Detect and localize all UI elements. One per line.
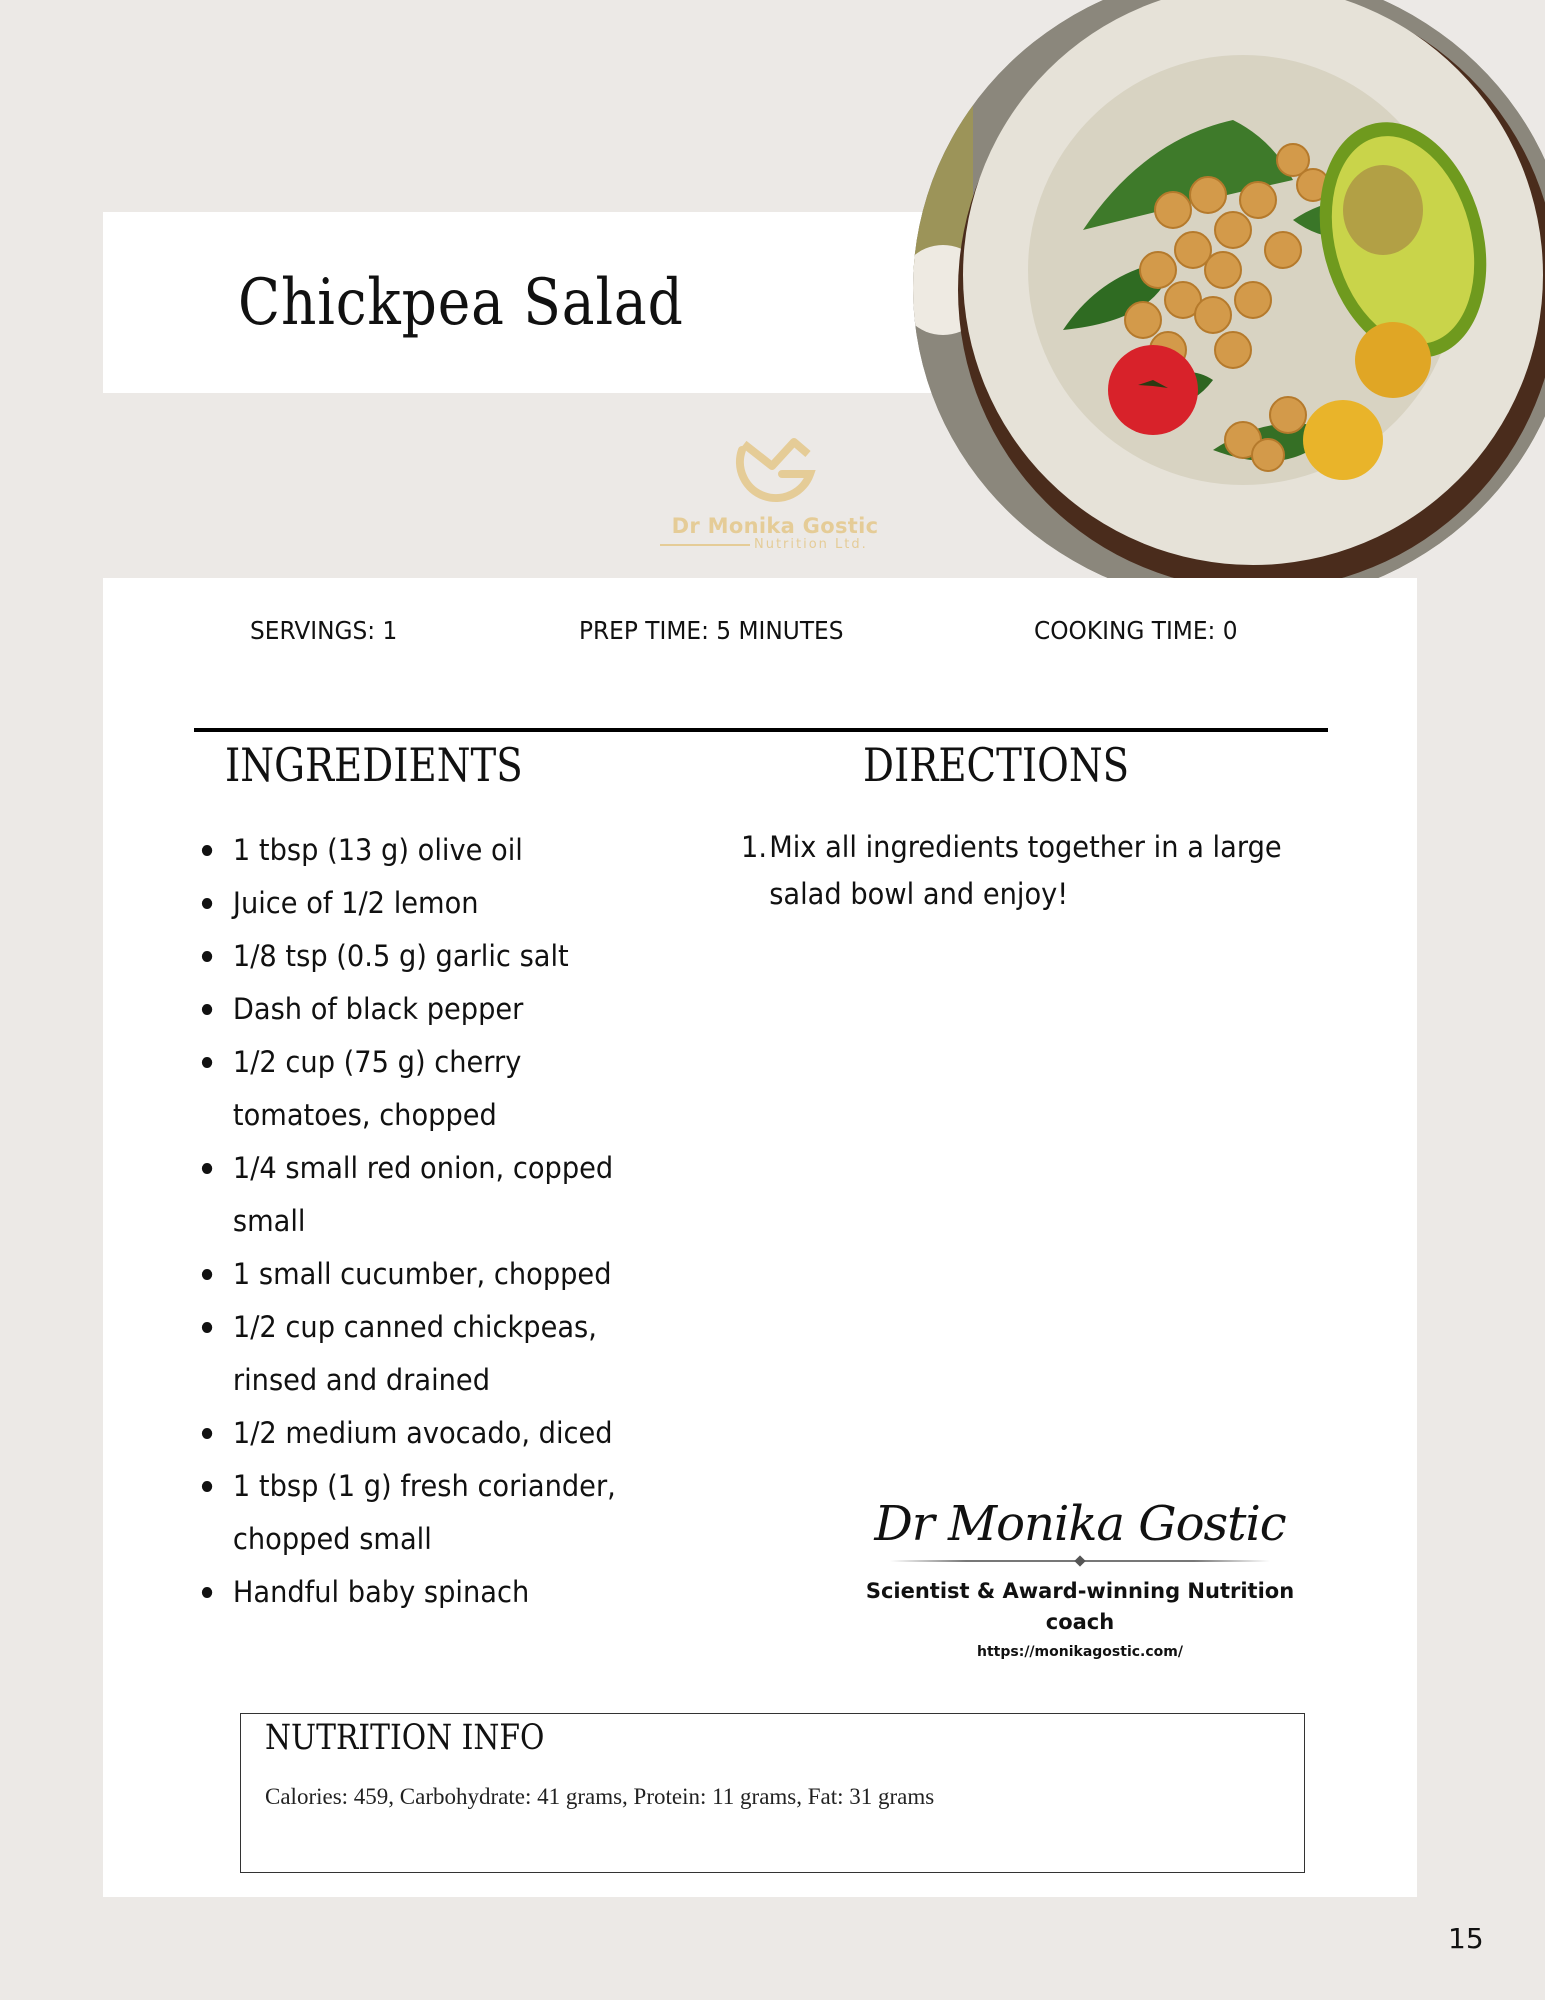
- recipe-card: [103, 578, 1417, 1897]
- nutrition-heading: NUTRITION INFO: [265, 1718, 545, 1758]
- logo-rule: [660, 544, 750, 546]
- signature-rule: [890, 1560, 1270, 1562]
- nutrition-values: Calories: 459, Carbohydrate: 41 grams, Protein: 11 grams, Fat: 31 grams: [265, 1784, 935, 1809]
- step-text: Mix all ingredients together in a large salad bowl and enjoy!: [769, 830, 1282, 911]
- brand-logo: [660, 432, 890, 562]
- ingredient-item: 1/2 medium avocado, diced: [200, 1407, 632, 1460]
- page-number: 15: [1448, 1922, 1484, 1955]
- ingredient-item: 1 small cucumber, chopped: [200, 1248, 632, 1301]
- logo-subtitle: Nutrition Ltd.: [754, 537, 868, 552]
- ingredient-item: 1/2 cup canned chickpeas, rinsed and drained: [200, 1301, 632, 1407]
- mg-monogram-icon: [730, 432, 820, 512]
- directions-list: [741, 824, 1351, 918]
- salad-bowl-illustration: [913, 0, 1545, 606]
- section-divider: [194, 728, 1328, 732]
- ingredient-item: 1/2 cup (75 g) cherry tomatoes, chopped: [200, 1036, 632, 1142]
- nutrition-info-box: [240, 1713, 1305, 1873]
- author-website-link[interactable]: https://monikagostic.com/: [977, 1644, 1183, 1660]
- salad-photo: [913, 0, 1545, 606]
- ingredient-item: Handful baby spinach: [200, 1566, 632, 1619]
- signature-name: Dr Monika Gostic: [874, 1496, 1286, 1552]
- direction-step: [741, 824, 1314, 918]
- ingredients-heading: INGREDIENTS: [225, 738, 523, 792]
- logo-brand-name: Dr Monika Gostic: [671, 514, 879, 538]
- recipe-title: Chickpea Salad: [238, 266, 684, 340]
- ingredient-item: 1 tbsp (1 g) fresh coriander, chopped small: [200, 1460, 632, 1566]
- ingredient-item: 1/4 small red onion, copped small: [200, 1142, 632, 1248]
- prep-time: PREP TIME: 5 MINUTES: [579, 616, 844, 645]
- directions-heading: DIRECTIONS: [863, 738, 1130, 792]
- ingredient-item: Dash of black pepper: [200, 983, 632, 1036]
- author-role: Scientist & Award-winning Nutrition coach: [865, 1579, 1295, 1634]
- author-signature: [860, 1488, 1300, 1660]
- ingredients-list: [200, 824, 660, 1619]
- step-number: 1.: [741, 830, 768, 864]
- title-card: [103, 212, 943, 393]
- servings: SERVINGS: 1: [250, 616, 398, 645]
- cooking-time: COOKING TIME: 0: [1034, 616, 1238, 645]
- ingredient-item: 1/8 tsp (0.5 g) garlic salt: [200, 930, 632, 983]
- ingredient-item: 1 tbsp (13 g) olive oil: [200, 824, 632, 877]
- ingredient-item: Juice of 1/2 lemon: [200, 877, 632, 930]
